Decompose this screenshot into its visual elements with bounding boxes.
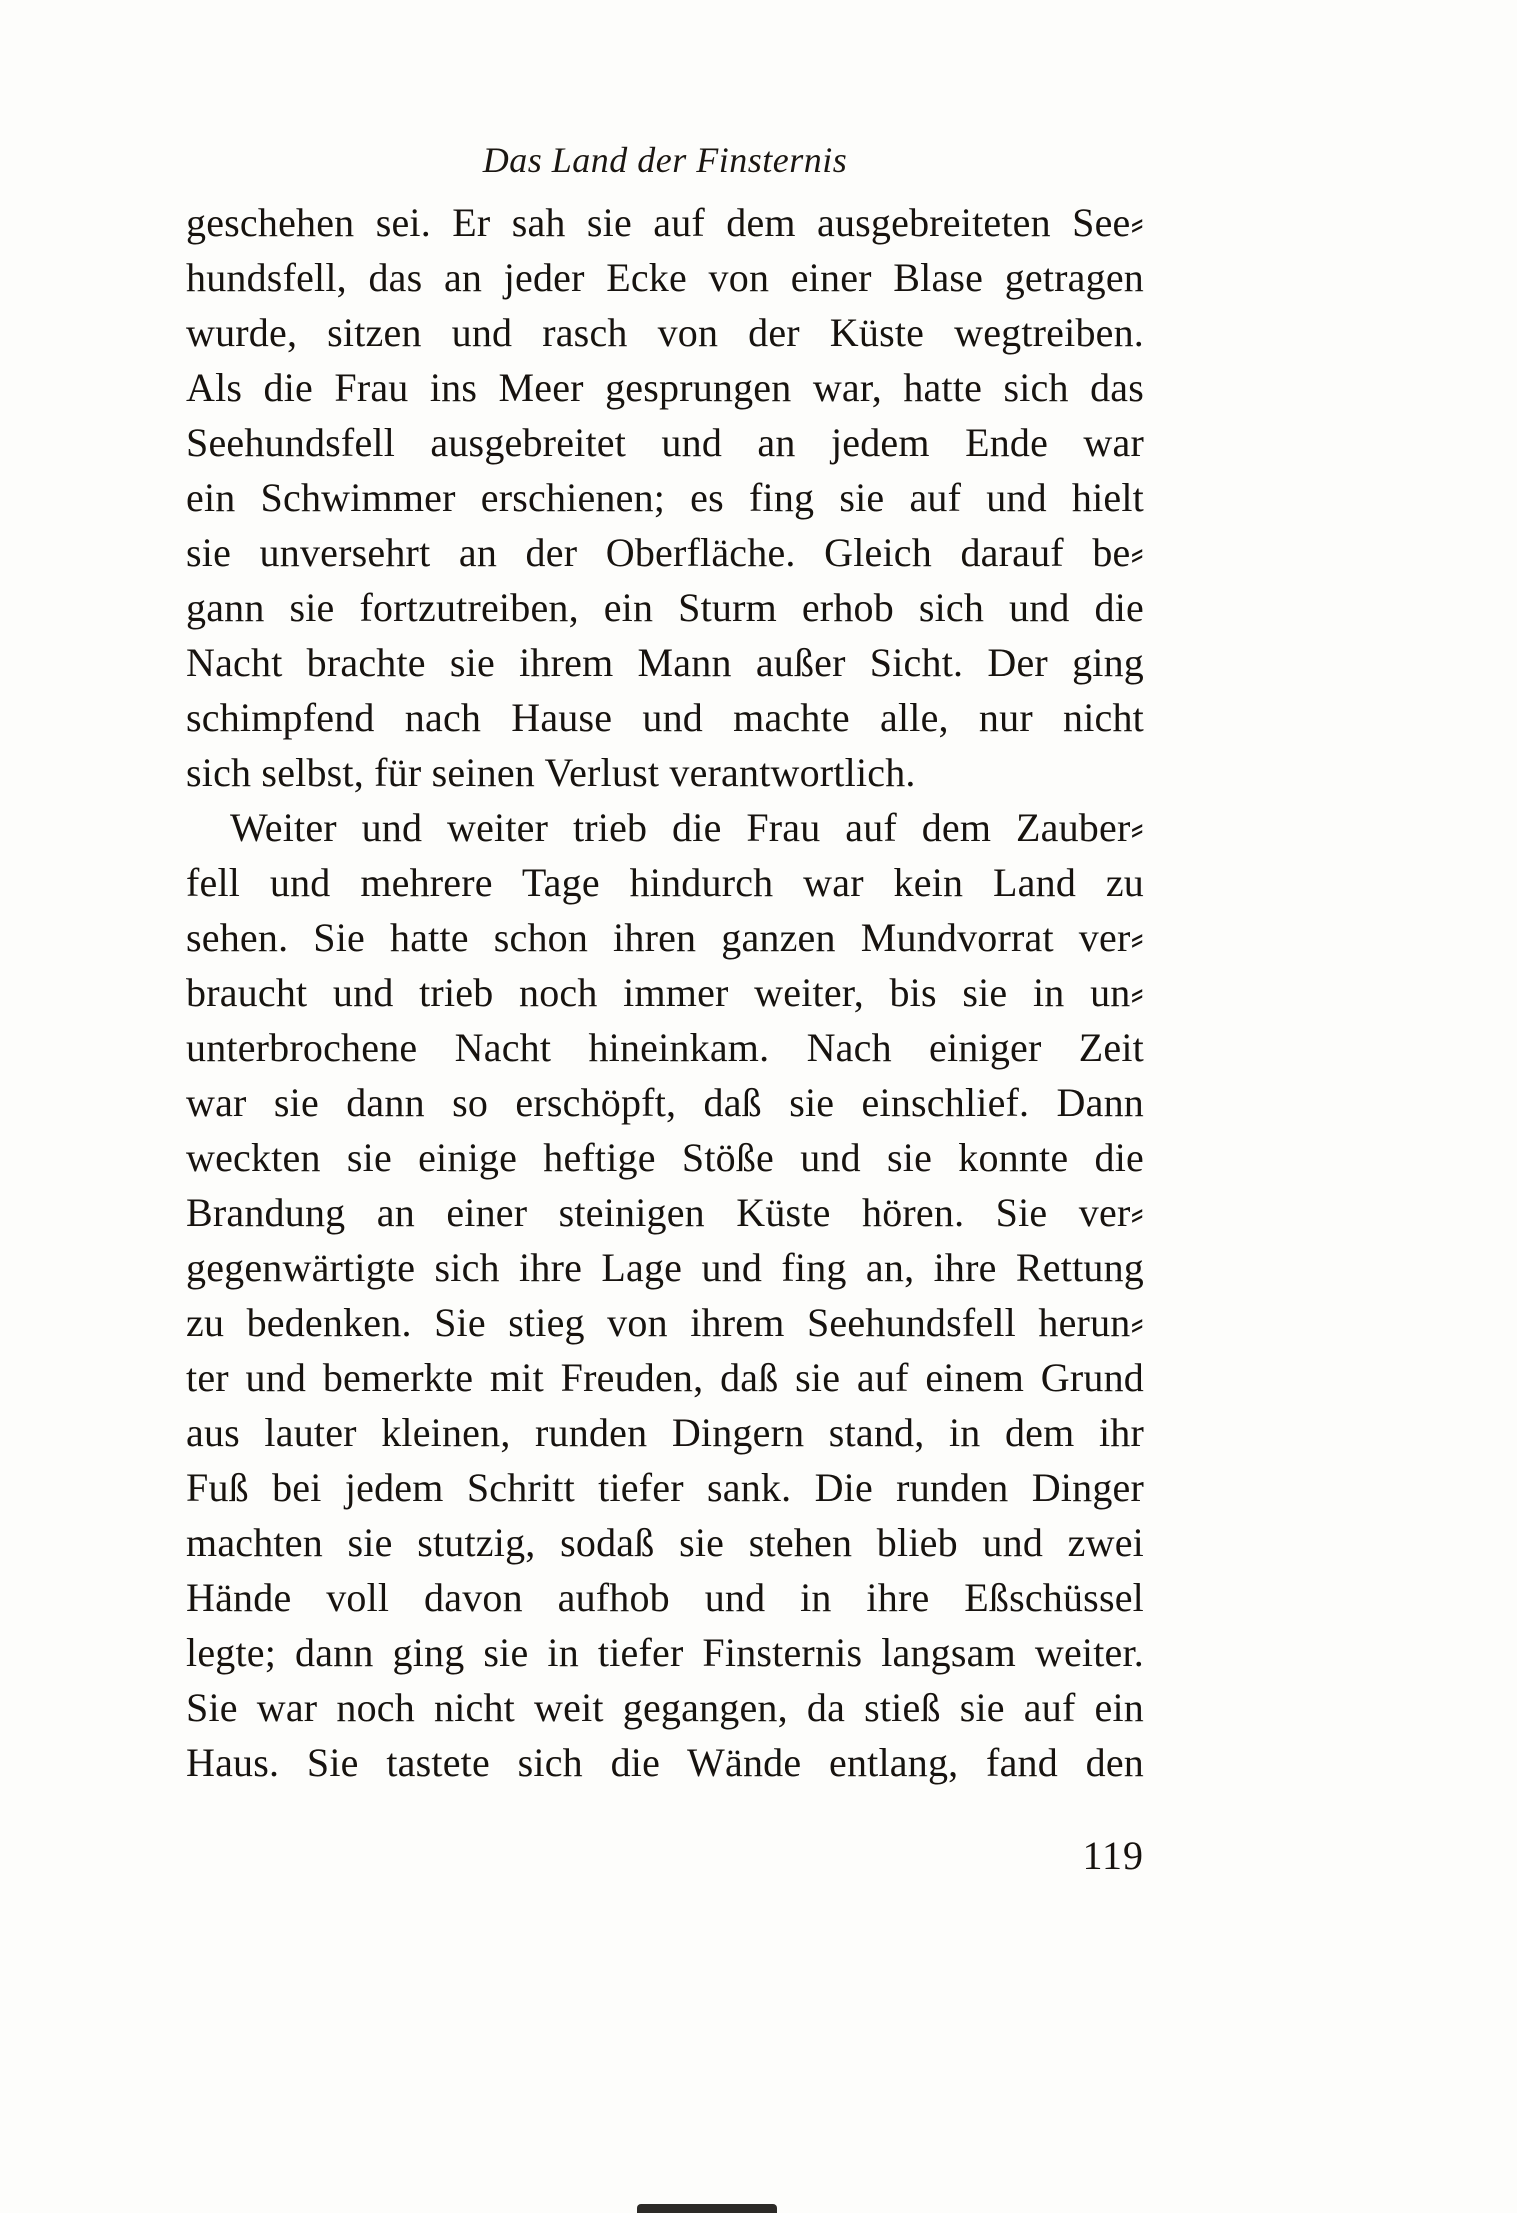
text-line: Haus. Sie tastete sich die Wände entlang, fand den xyxy=(186,1740,1144,1785)
text-line: ein Schwimmer erschienen; es fing sie auf und hielt xyxy=(186,475,1144,520)
text-line: Weiter und weiter trieb die Frau auf dem Zauber⸗ xyxy=(230,805,1144,850)
text-line: weckten sie einige heftige Stöße und sie konnte die xyxy=(186,1135,1144,1180)
running-header: Das Land der Finsternis xyxy=(482,140,848,180)
text-line: Nacht brachte sie ihrem Mann außer Sicht. Der ging xyxy=(186,640,1144,685)
text-line: Sie war noch nicht weit gegangen, da stieß sie auf ein xyxy=(186,1685,1144,1730)
text-line: fell und mehrere Tage hindurch war kein Land zu xyxy=(186,860,1144,905)
text-line: Als die Frau ins Meer gesprungen war, hatte sich das xyxy=(186,365,1144,410)
page-number: 119 xyxy=(1082,1833,1144,1878)
text-line: machten sie stutzig, sodaß sie stehen blieb und zwei xyxy=(186,1520,1144,1565)
text-line: war sie dann so erschöpft, daß sie einschlief. Dann xyxy=(186,1080,1144,1125)
text-line: Hände voll davon aufhob und in ihre Eßschüssel xyxy=(186,1575,1144,1620)
text-line: Brandung an einer steinigen Küste hören. Sie ver⸗ xyxy=(186,1190,1144,1235)
text-line: gann sie fortzutreiben, ein Sturm erhob sich und die xyxy=(186,585,1144,630)
text-line: schimpfend nach Hause und machte alle, nur nicht xyxy=(186,695,1144,740)
text-line: sich selbst, für seinen Verlust verantwortlich. xyxy=(186,750,916,795)
text-line: aus lauter kleinen, runden Dingern stand, in dem ihr xyxy=(186,1410,1144,1455)
text-line: wurde, sitzen und rasch von der Küste wegtreiben. xyxy=(186,310,1144,355)
text-line: sie unversehrt an der Oberfläche. Gleich darauf be⸗ xyxy=(186,530,1144,575)
text-block xyxy=(186,138,1144,1880)
text-line: gegenwärtigte sich ihre Lage und fing an, ihre Rettung xyxy=(186,1245,1144,1290)
text-line: ter und bemerkte mit Freuden, daß sie auf einem Grund xyxy=(186,1355,1144,1400)
scan-artifact xyxy=(637,2204,777,2213)
text-line: hundsfell, das an jeder Ecke von einer Blase getragen xyxy=(186,255,1144,300)
text-line: sehen. Sie hatte schon ihren ganzen Mundvorrat ver⸗ xyxy=(186,915,1144,960)
text-line: braucht und trieb noch immer weiter, bis sie in un⸗ xyxy=(186,970,1144,1015)
text-line: unterbrochene Nacht hineinkam. Nach einiger Zeit xyxy=(186,1025,1144,1070)
text-line: Fuß bei jedem Schritt tiefer sank. Die runden Dinger xyxy=(186,1465,1144,1510)
text-line: geschehen sei. Er sah sie auf dem ausgebreiteten See⸗ xyxy=(186,200,1144,245)
body-text xyxy=(186,195,1144,1790)
text-line: legte; dann ging sie in tiefer Finsternis langsam weiter. xyxy=(186,1630,1144,1675)
text-line: zu bedenken. Sie stieg von ihrem Seehundsfell herun⸗ xyxy=(186,1300,1144,1345)
text-line: Seehundsfell ausgebreitet und an jedem Ende war xyxy=(186,420,1144,465)
